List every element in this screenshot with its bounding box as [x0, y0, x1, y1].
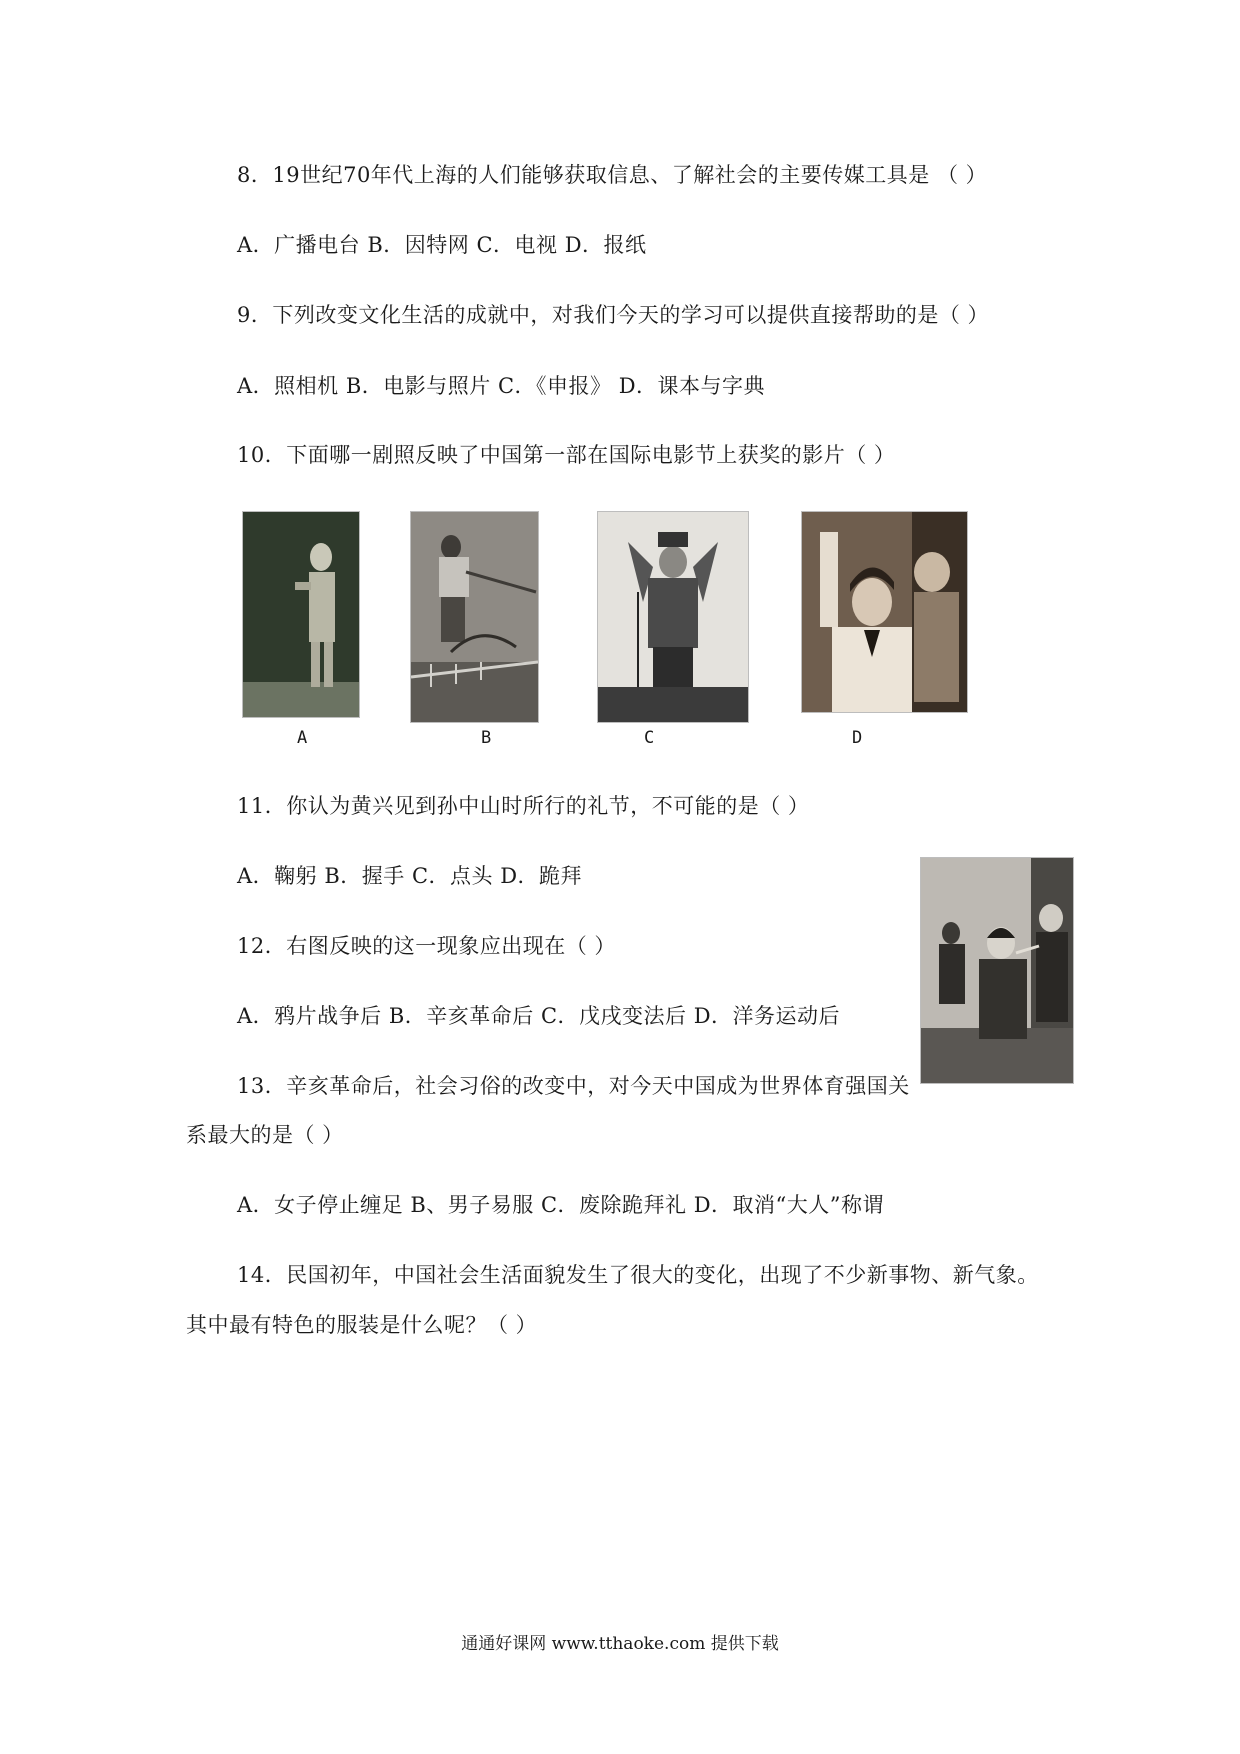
film-still-label-d: D: [852, 728, 863, 748]
question-11-options: A．鞠躬 B．握手 C．点头 D．跪拜: [237, 864, 583, 888]
page-footer: 通通好课网 www.tthaoke.com 提供下载: [461, 1634, 779, 1654]
film-still-label-c: C: [644, 728, 655, 748]
question-14-stem-line-1: 14．民国初年，中国社会生活面貌发生了很大的变化，出现了不少新事物、新气象。: [237, 1263, 1039, 1287]
film-still-c: [597, 511, 749, 723]
question-8-stem: 8．19世纪70年代上海的人们能够获取信息、了解社会的主要传媒工具是 （ ）: [237, 163, 988, 187]
question-13-stem-line-2: 系最大的是（ ）: [186, 1123, 344, 1147]
question-9-stem: 9．下列改变文化生活的成就中，对我们今天的学习可以提供直接帮助的是（ ）: [237, 303, 990, 327]
film-still-b: [410, 511, 539, 723]
question-12-options: A．鸦片战争后 B．辛亥革命后 C．戊戌变法后 D．洋务运动后: [237, 1004, 841, 1028]
question-14-stem-line-2: 其中最有特色的服装是什么呢？（ ）: [186, 1313, 538, 1337]
film-still-d: [801, 511, 968, 713]
question-13-stem-line-1: 13．辛亥革命后，社会习俗的改变中，对今天中国成为世界体育强国关: [237, 1074, 910, 1098]
question-10-stem: 10．下面哪一剧照反映了中国第一部在国际电影节上获奖的影片（ ）: [237, 443, 896, 467]
question-12-stem: 12．右图反映的这一现象应出现在（ ）: [237, 934, 616, 958]
question-13-options: A．女子停止缠足 B、男子易服 C．废除跪拜礼 D．取消“大人”称谓: [237, 1193, 884, 1217]
film-still-label-b: B: [481, 728, 492, 748]
film-still-label-a: A: [297, 728, 308, 748]
film-still-a: [242, 511, 360, 718]
question-11-stem: 11．你认为黄兴见到孙中山时所行的礼节，不可能的是（ ）: [237, 794, 810, 818]
queue-cutting-photo: [920, 857, 1074, 1084]
question-9-options: A．照相机 B．电影与照片 C．《申报》 D．课本与字典: [237, 374, 766, 398]
question-8-options: A．广播电台 B．因特网 C．电视 D．报纸: [237, 233, 647, 257]
